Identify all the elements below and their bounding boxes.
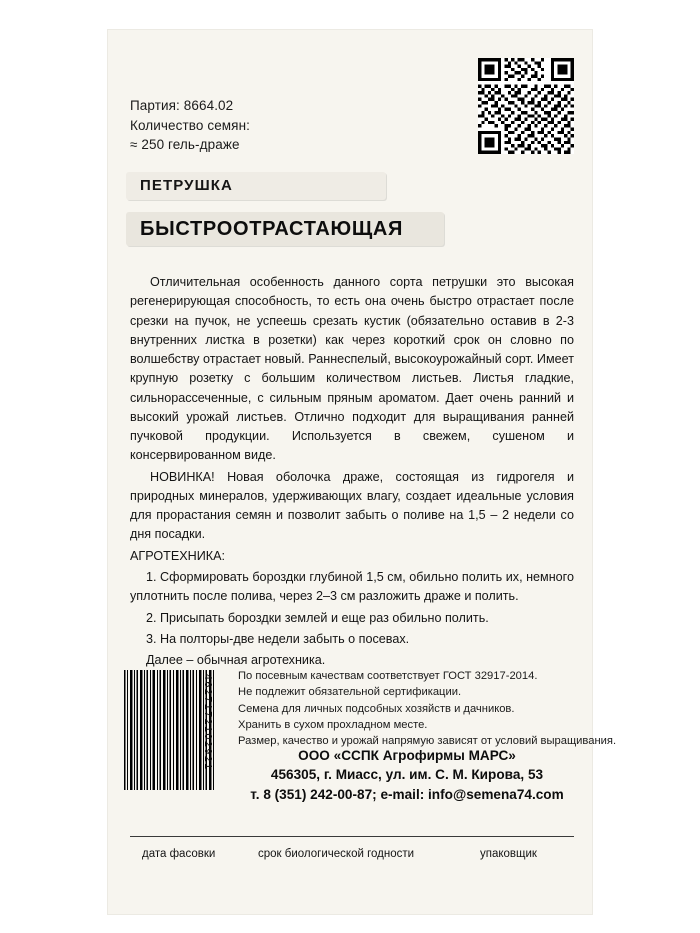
seed-quantity-value: ≈ 250 гель-драже	[130, 137, 240, 153]
seed-packet-back	[108, 30, 617, 914]
company-address: 456305, г. Миасс, ул. им. С. М. Кирова, 53	[270, 767, 544, 783]
legal-line-4: Хранить в сухом прохладном месте.	[238, 719, 428, 732]
agrotechnics-step-3: 3. На полторы-две недели забыть о посевах.	[146, 631, 410, 646]
description-block	[130, 273, 574, 672]
description-paragraph-1: Отличительная особенность данного сорта петрушки это высокая регенерирующая способность, то есть она очень быстро отрастает после срезки на пучок, не успеешь срезать кустик (обязательно оставив в 2-3 внутренних листка в розетки) как через короткий срок он словно по волшебству отрастает новый. Раннеспелый, высокоурожайный сорт. Имеет крупную розетку с большим количеством листьев. Листья гладкие, сильнорассеченные, с сильным пряным ароматом. Дает очень ранний и высокий урожай листьев. Отлично подходит для выращивания ранней пучковой продукции. Используется в свежем, сушеном и консервированном виде.	[130, 275, 574, 463]
seed-quantity-label: Количество семян:	[130, 117, 251, 133]
agrotechnics-step-2: 2. Присыпать бороздки землей и еще раз обильно полить.	[146, 610, 489, 625]
crop-name-bar	[126, 172, 386, 200]
company-block	[228, 746, 586, 804]
footer-fields	[130, 842, 574, 870]
variety-name-bar	[126, 212, 444, 246]
legal-line-3: Семена для личных подсобных хозяйств и дачников.	[238, 702, 515, 715]
company-name: ООО «ССПК Агрофирмы МАРС»	[298, 748, 516, 763]
agrotechnics-heading: АГРОТЕХНИКА:	[130, 548, 226, 563]
packing-date-label: дата фасовки	[142, 848, 216, 860]
company-contacts: т. 8 (351) 242-00-87; e-mail: info@semena74.com	[250, 786, 564, 802]
packer-label: упаковщик	[480, 848, 537, 860]
barcode-number: 4627172102921	[202, 674, 214, 771]
legal-block	[238, 668, 617, 750]
qr-code-icon	[478, 58, 574, 154]
crop-name: ПЕТРУШКА	[140, 177, 233, 194]
description-paragraph-2: НОВИНКА! Новая оболочка драже, состоящая из гидрогеля и природных минералов, удерживающих влагу, создает идеальные условия для прорастания семян и позволит забыть о поливе на 1,5 – 2 недели со дня посадки.	[130, 469, 574, 542]
legal-line-2: Не подлежит обязательной сертификации.	[238, 686, 462, 699]
lot-number: Партия: 8664.02	[130, 98, 234, 113]
shelf-life-label: срок биологической годности	[258, 848, 415, 860]
agrotechnics-note: Далее – обычная агротехника.	[146, 653, 326, 668]
legal-line-5: Размер, качество и урожай напрямую зависят от условий выращивания.	[238, 735, 617, 748]
footer-divider	[130, 836, 574, 837]
legal-line-1: По посевным качествам соответствует ГОСТ 32917-2014.	[238, 670, 538, 682]
barcode	[122, 670, 218, 818]
batch-info	[130, 96, 250, 155]
variety-name: БЫСТРООТРАСТАЮЩАЯ	[140, 218, 404, 240]
agrotechnics-step-1: 1. Сформировать бороздки глубиной 1,5 см, обильно полить их, немного уплотнить после полива, через 2–3 см разложить драже и полить.	[130, 569, 574, 604]
